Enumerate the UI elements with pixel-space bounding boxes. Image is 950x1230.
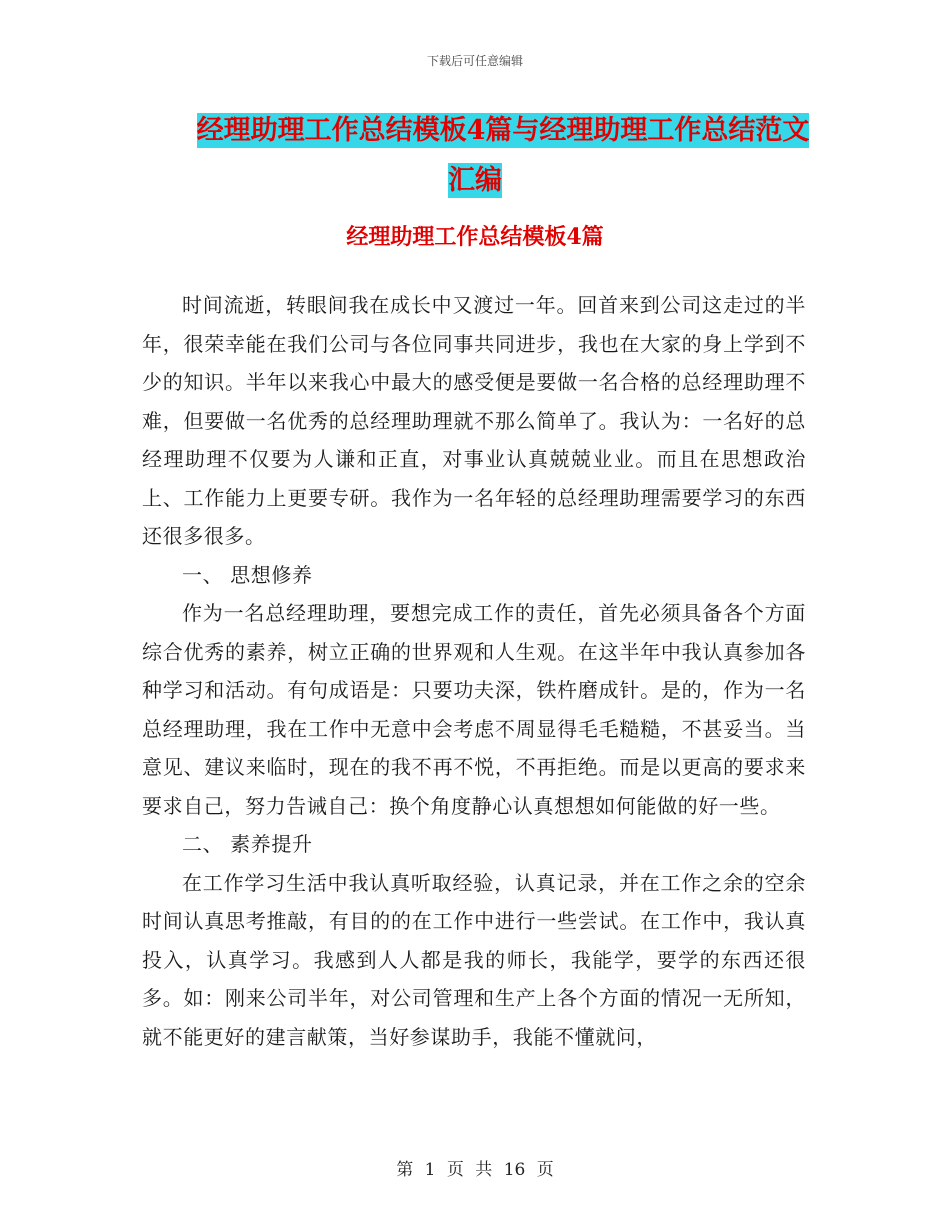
paragraph-intro: 时间流逝，转眼间我在成长中又渡过一年。回首来到公司这走过的半年，很荣幸能在我们公司与各位同事共同进步，我也在大家的身上学到不少的知识。半年以来我心中最大的感受便是要做一名合格的总经理助理不难，但要做一名优秀的总经理助理就不那么简单了。我认为：一名好的总经理助理不仅要为人谦和正直，对事业认真兢兢业业。而且在思想政治上、工作能力上更要专研。我作为一名年轻的总经理助理需要学习的东西还很多很多。 [142, 293, 806, 548]
title-line-1: 经理助理工作总结模板4篇与经理助理工作总结范文 [196, 115, 810, 146]
document-title [140, 106, 810, 206]
subheading-thought: 一、 思想修养 [182, 562, 313, 587]
paragraph-quality: 在工作学习生活中我认真听取经验，认真记录，并在工作之余的空余时间认真思考推敲，有目的的在工作中进行一些尝试。在工作中，我认真投入，认真学习。我感到人人都是我的师长，我能学，要学的东西还很多。如：刚来公司半年，对公司管理和生产上各个方面的情况一无所知，就不能更好的建言献策，当好参谋助手，我能不懂就问， [142, 870, 806, 1049]
page-number: 第 1 页 共 16 页 [396, 1160, 554, 1180]
page-header-note: 下载后可任意编辑 [426, 54, 523, 68]
section-title: 经理助理工作总结模板4篇 [346, 224, 604, 250]
document-body [142, 286, 806, 1056]
paragraph-thought: 作为一名总经理助理，要想完成工作的责任，首先必须具备各个方面综合优秀的素养，树立正确的世界观和人生观。在这半年中我认真参加各种学习和活动。有句成语是：只要功夫深，铁杵磨成针。是的，作为一名总经理助理，我在工作中无意中会考虑不周显得毛毛糙糙，不甚妥当。当意见、建议来临时，现在的我不再不悦，不再拒绝。而是以更高的要求来要求自己，努力告诫自己：换个角度静心认真想想如何能做的好一些。 [142, 601, 806, 818]
title-line-2: 汇编 [448, 165, 502, 196]
subheading-quality: 二、 素养提升 [182, 832, 313, 856]
